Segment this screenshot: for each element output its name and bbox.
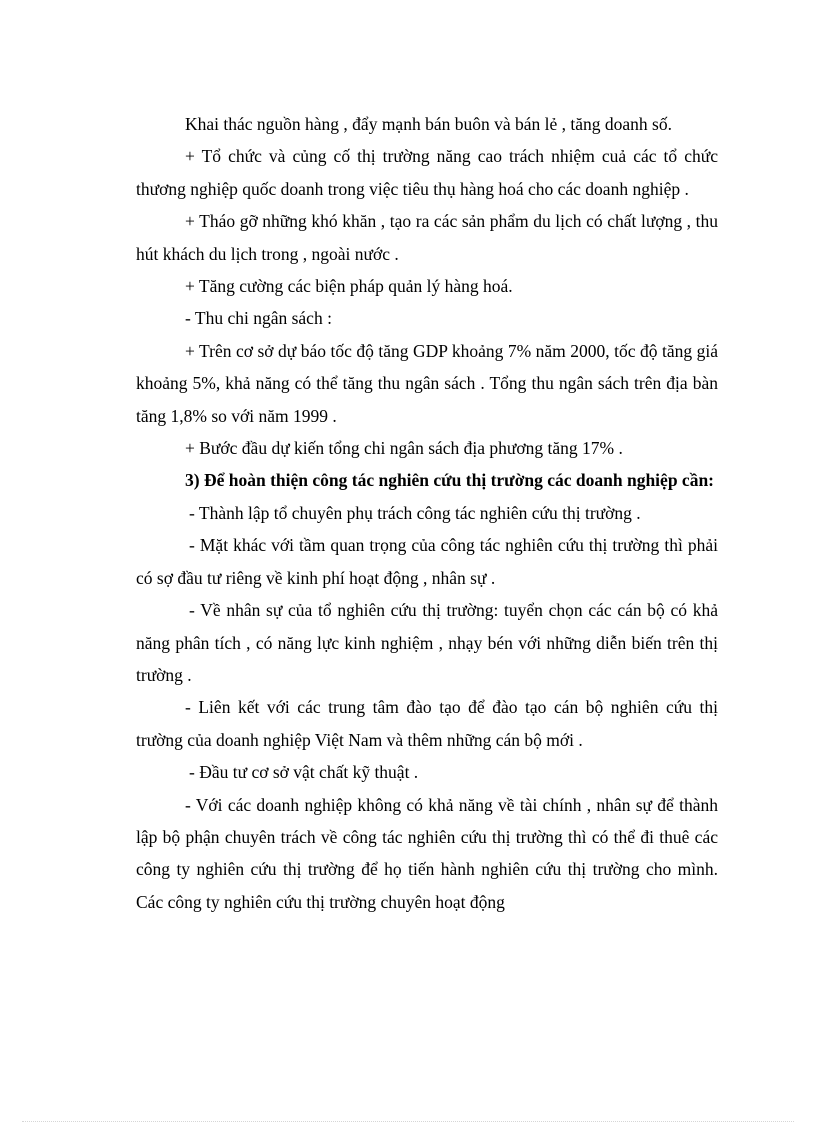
- paragraph-budget-expenditure: + Bước đầu dự kiến tổng chi ngân sách địa phương tăng 17% .: [185, 438, 623, 459]
- paragraph-sales-development: Khai thác nguồn hàng , đẩy mạnh bán buôn và bán lẻ , tăng doanh số.: [185, 114, 672, 134]
- paragraph-market-organization: + Tổ chức và củng cố thị trường năng cao trách nhiệm cuả các tổ chức thương nghiệp quốc doanh trong việc tiêu thụ hàng hoá cho các doanh nghiệp .: [136, 146, 718, 199]
- document-body: [136, 108, 718, 918]
- paragraph-research-staff: - Về nhân sự của tổ nghiên cứu thị trường: tuyển chọn các cán bộ có khả năng phân tích , có năng lực kinh nghiệm , nhạy bén với những diễn biến trên thị trường .: [136, 600, 718, 685]
- page-bottom-divider: [22, 1121, 794, 1122]
- paragraph-goods-management: + Tăng cường các biện pháp quản lý hàng hoá.: [185, 276, 513, 297]
- paragraph-research-funding: - Mặt khác với tầm quan trọng của công tác nghiên cứu thị trường thì phải có sợ đầu tư riêng về kinh phí hoạt động , nhân sự .: [136, 535, 718, 588]
- paragraph-research-team: - Thành lập tổ chuyên phụ trách công tác nghiên cứu thị trường .: [189, 502, 641, 523]
- paragraph-technical-investment: - Đầu tư cơ sở vật chất kỹ thuật .: [189, 762, 419, 783]
- paragraph-outsourcing: - Với các doanh nghiệp không có khả năng về tài chính , nhân sự để thành lập bộ phận chuyên trách về công tác nghiên cứu thị trường thì có thể đi thuê các công ty nghiên cứu thị trường để họ tiến hành nghiên cứu thị trường cho mình. Các công ty nghiên cứu thị trường chuyên hoạt động: [136, 794, 718, 912]
- section-heading-market-research: 3) Để hoàn thiện công tác nghiên cứu thị trường các doanh nghiệp cần:: [185, 470, 714, 491]
- paragraph-training-links: - Liên kết với các trung tâm đào tạo để đào tạo cán bộ nghiên cứu thị trường của doanh nghiệp Việt Nam và thêm những cán bộ mới .: [136, 697, 718, 750]
- paragraph-budget-heading: - Thu chi ngân sách :: [185, 308, 332, 329]
- paragraph-budget-revenue: + Trên cơ sở dự báo tốc độ tăng GDP khoảng 7% năm 2000, tốc độ tăng giá khoảng 5%, khả năng có thể tăng thu ngân sách . Tổng thu ngân sách trên địa bàn tăng 1,8% so với năm 1999 .: [136, 340, 718, 426]
- paragraph-tourism-products: + Tháo gỡ những khó khăn , tạo ra các sản phẩm du lịch có chất lượng , thu hút khách du lịch trong , ngoài nước .: [136, 211, 718, 264]
